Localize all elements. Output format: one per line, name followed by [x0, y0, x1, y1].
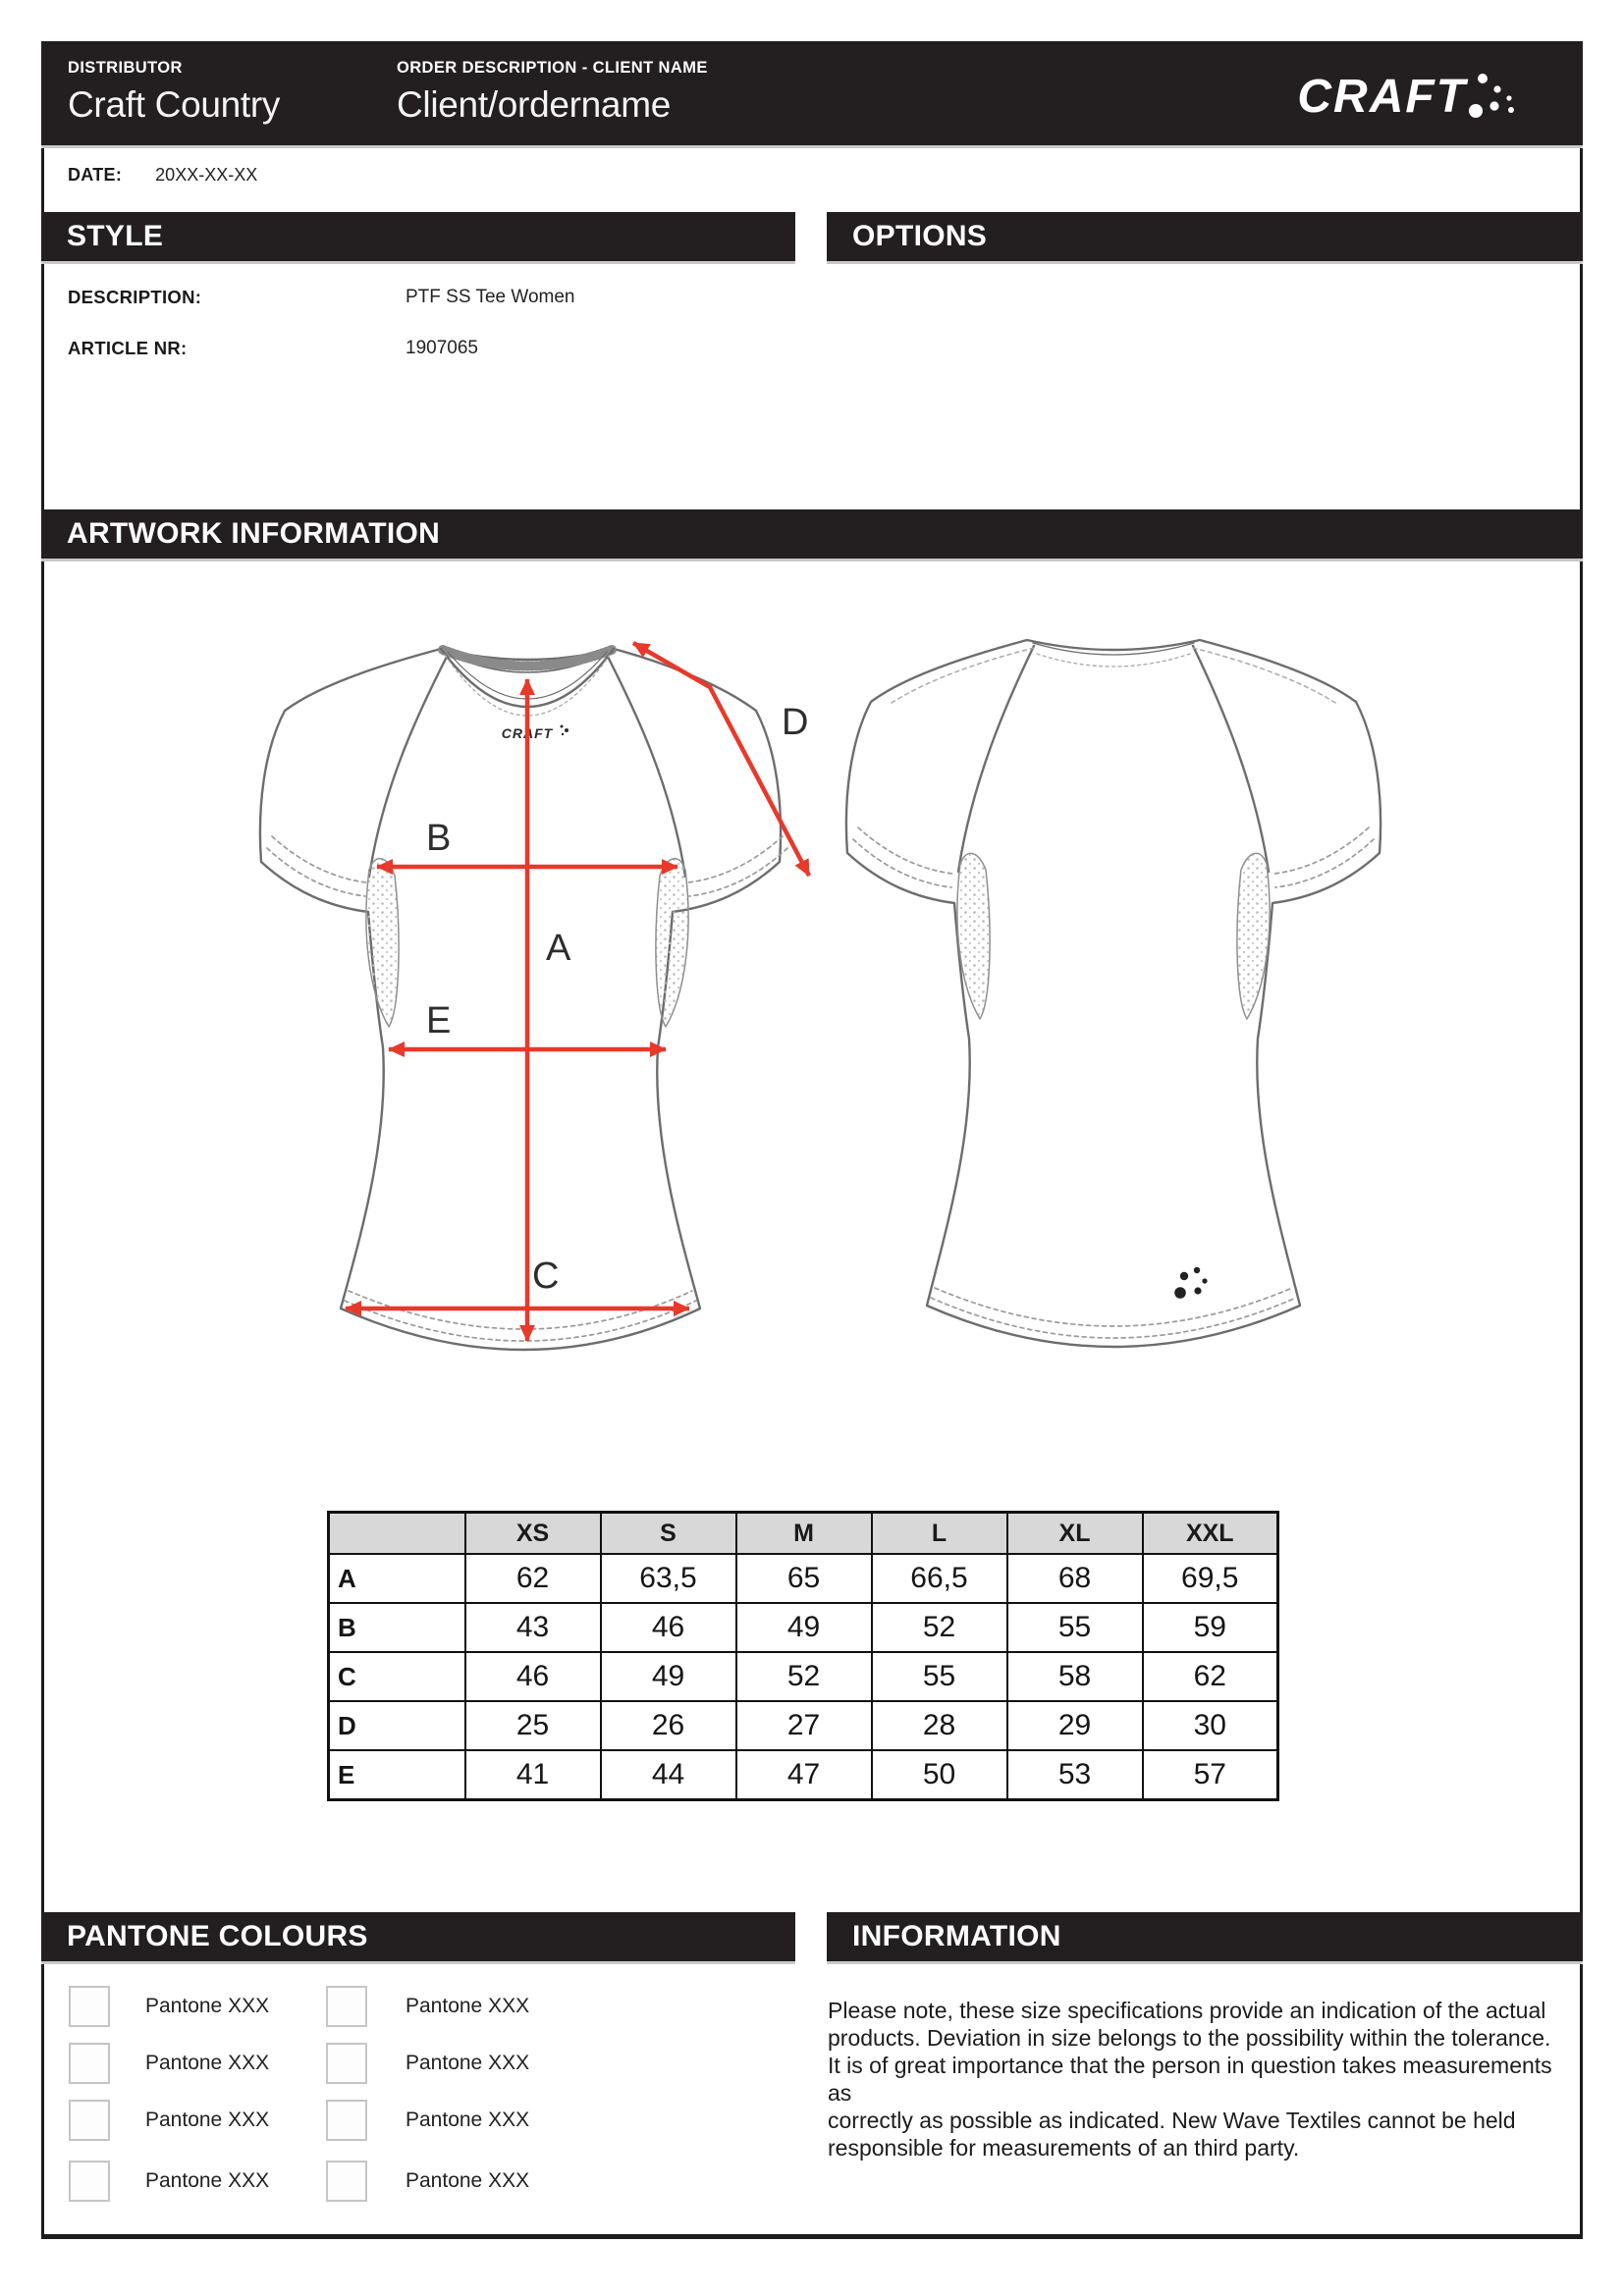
date-value: 20XX-XX-XX: [155, 165, 258, 185]
cell-c-xs: 46: [465, 1652, 601, 1701]
distributor-name: Craft Country: [68, 84, 281, 125]
options-section-bar: OPTIONS: [827, 212, 1583, 261]
measure-label-e: E: [426, 1000, 452, 1041]
table-row: [329, 1750, 1278, 1800]
info-line: It is of great importance that the person in question takes measurements as: [828, 2053, 1552, 2106]
table-row: [329, 1701, 1278, 1750]
cell-b-s: 46: [601, 1603, 736, 1652]
cell-b-xs: 43: [465, 1603, 601, 1652]
measure-label-c: C: [532, 1255, 560, 1297]
pantone-swatch-label: Pantone XXX: [145, 1995, 270, 2017]
cell-e-xs: 41: [465, 1750, 601, 1800]
size-col-m: M: [736, 1513, 872, 1555]
info-line: responsible for measurements of an third party.: [828, 2135, 1300, 2161]
pantone-swatch-label: Pantone XXX: [145, 2052, 270, 2074]
front-chest-logo-text: CRAFT: [501, 725, 554, 741]
cell-d-xs: 25: [465, 1701, 601, 1750]
size-col-blank: [329, 1513, 465, 1555]
pantone-swatch-label: Pantone XXX: [406, 2109, 530, 2131]
cell-d-s: 26: [601, 1701, 736, 1750]
cell-d-m: 27: [736, 1701, 872, 1750]
pantone-swatch-label: Pantone XXX: [406, 1995, 530, 2017]
size-table-header-row: [329, 1513, 1278, 1555]
pantone-swatch-box: [69, 2161, 110, 2202]
description-value: PTF SS Tee Women: [406, 287, 575, 307]
cell-a-xxl: 69,5: [1143, 1554, 1278, 1603]
size-col-l: L: [872, 1513, 1007, 1555]
cell-d-l: 28: [872, 1701, 1007, 1750]
cell-c-l: 55: [872, 1652, 1007, 1701]
order-name: Client/ordername: [397, 84, 672, 125]
measure-label-a: A: [546, 928, 571, 969]
cell-c-m: 52: [736, 1652, 872, 1701]
article-nr-label: ARTICLE NR:: [68, 338, 188, 358]
measure-label-b: B: [426, 818, 452, 859]
cell-d-xxl: 30: [1143, 1701, 1278, 1750]
size-col-s: S: [601, 1513, 736, 1555]
pantone-swatch-box: [69, 2100, 110, 2141]
table-row: [329, 1554, 1278, 1603]
information-section-bar: INFORMATION: [827, 1912, 1583, 1961]
cell-b-l: 52: [872, 1603, 1007, 1652]
artwork-section-bar: ARTWORK INFORMATION: [41, 509, 1583, 559]
cell-c-xl: 58: [1007, 1652, 1143, 1701]
table-row: [329, 1603, 1278, 1652]
row-label-e: E: [329, 1750, 465, 1800]
cell-e-m: 47: [736, 1750, 872, 1800]
cell-e-l: 50: [872, 1750, 1007, 1800]
size-col-xxl: XXL: [1143, 1513, 1278, 1555]
cell-b-m: 49: [736, 1603, 872, 1652]
info-line: products. Deviation in size belongs to the possibility within the tolerance.: [828, 2025, 1551, 2051]
back-shirt-drawing: [846, 640, 1380, 1347]
pantone-swatch-box: [326, 2043, 367, 2084]
measure-label-d: D: [782, 702, 809, 743]
pantone-section-bar: PANTONE COLOURS: [41, 1912, 795, 1961]
craft-logo-text: CRAFT: [1297, 70, 1467, 123]
info-line: Please note, these size specifications provide an indication of the actual: [828, 1998, 1546, 2023]
distributor-label: DISTRIBUTOR: [68, 59, 183, 77]
pantone-swatch-label: Pantone XXX: [145, 2109, 270, 2131]
cell-c-xxl: 62: [1143, 1652, 1278, 1701]
pantone-swatch-label: Pantone XXX: [406, 2169, 530, 2192]
size-col-xl: XL: [1007, 1513, 1143, 1555]
cell-e-s: 44: [601, 1750, 736, 1800]
size-col-xs: XS: [465, 1513, 601, 1555]
cell-a-l: 66,5: [872, 1554, 1007, 1603]
cell-e-xl: 53: [1007, 1750, 1143, 1800]
info-line: correctly as possible as indicated. New Wave Textiles cannot be held: [828, 2108, 1516, 2133]
pantone-swatch-label: Pantone XXX: [406, 2052, 530, 2074]
pantone-swatch-box: [326, 2161, 367, 2202]
article-nr-value: 1907065: [406, 338, 478, 358]
row-label-b: B: [329, 1603, 465, 1652]
pantone-swatch-box: [326, 1986, 367, 2027]
cell-a-s: 63,5: [601, 1554, 736, 1603]
pantone-swatch-box: [326, 2100, 367, 2141]
cell-b-xl: 55: [1007, 1603, 1143, 1652]
row-label-a: A: [329, 1554, 465, 1603]
front-shirt-drawing: [260, 649, 787, 1350]
table-row: [329, 1652, 1278, 1701]
date-label: DATE:: [68, 165, 123, 185]
style-section-bar: STYLE: [41, 212, 795, 261]
order-description-label: ORDER DESCRIPTION - CLIENT NAME: [397, 59, 708, 77]
cell-a-m: 65: [736, 1554, 872, 1603]
information-paragraph: [828, 1997, 1554, 2162]
pantone-swatch-box: [69, 1986, 110, 2027]
row-label-d: D: [329, 1701, 465, 1750]
pantone-swatch-box: [69, 2043, 110, 2084]
size-measurement-table: [327, 1511, 1279, 1801]
cell-e-xxl: 57: [1143, 1750, 1278, 1800]
cell-c-s: 49: [601, 1652, 736, 1701]
pantone-swatch-label: Pantone XXX: [145, 2169, 270, 2192]
cell-a-xs: 62: [465, 1554, 601, 1603]
row-label-c: C: [329, 1652, 465, 1701]
description-label: DESCRIPTION:: [68, 287, 202, 307]
cell-a-xl: 68: [1007, 1554, 1143, 1603]
cell-d-xl: 29: [1007, 1701, 1143, 1750]
cell-b-xxl: 59: [1143, 1603, 1278, 1652]
